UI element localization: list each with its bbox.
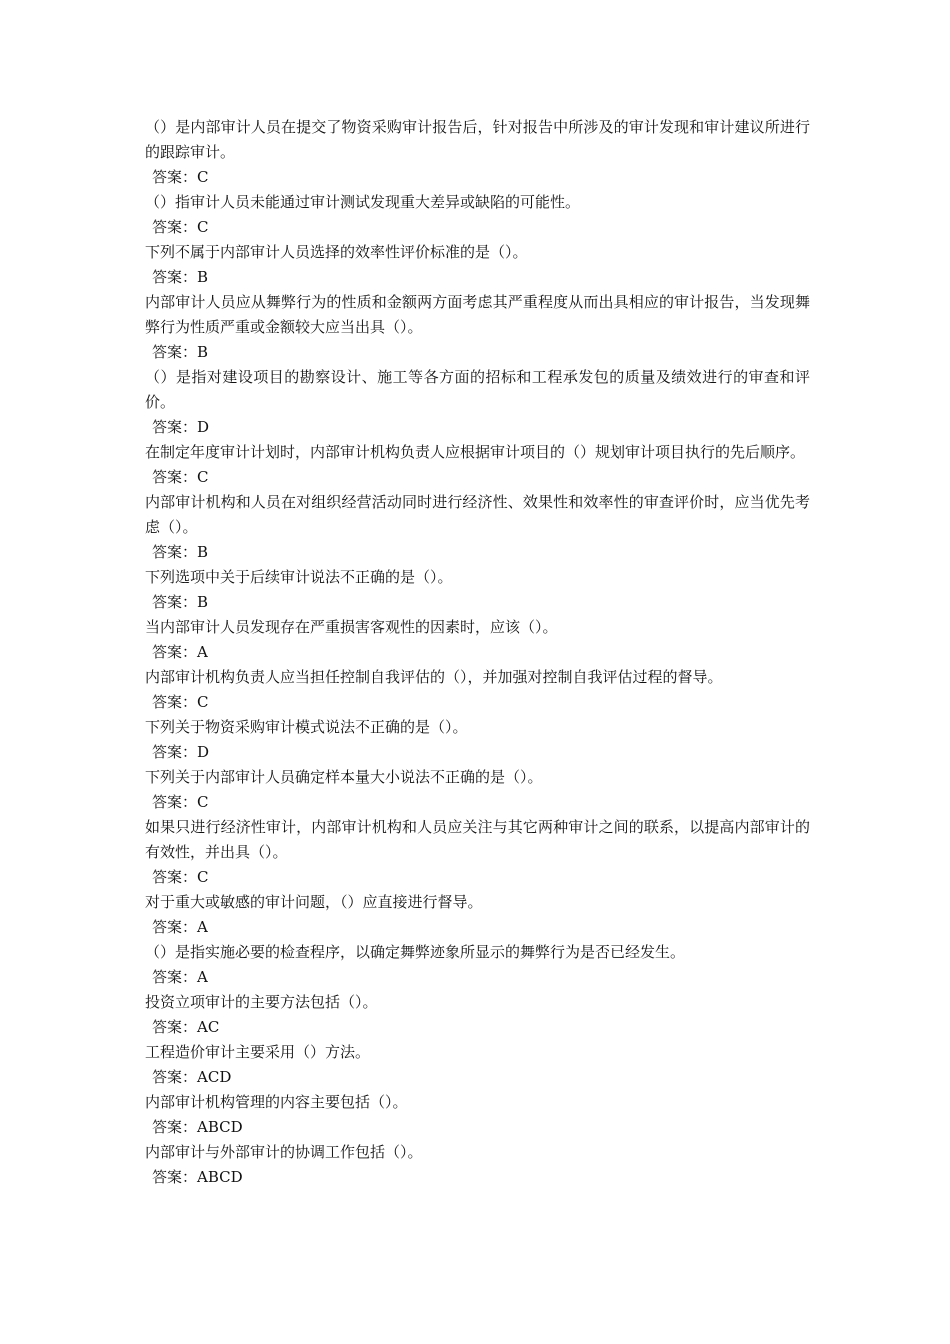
answer-line	[145, 465, 810, 490]
answer-value: B	[197, 343, 209, 361]
answer-label: 答案：	[152, 418, 198, 436]
answer-line	[145, 915, 810, 940]
question-text: 下列不属于内部审计人员选择的效率性评价标准的是（）。	[145, 243, 528, 261]
answer-line	[145, 1015, 810, 1040]
answer-value: C	[197, 468, 209, 486]
question-text: 内部审计人员应从舞弊行为的性质和金额两方面考虑其严重程度从而出具相应的审计报告，当发现舞弊行为性质严重或金额较大应当出具（）。	[145, 293, 810, 336]
question-text: 投资立项审计的主要方法包括（）。	[145, 993, 378, 1011]
answer-value: D	[197, 418, 210, 436]
answer-value: B	[197, 593, 209, 611]
question-item	[145, 765, 810, 815]
answer-value: D	[197, 743, 210, 761]
question-item	[145, 1140, 810, 1190]
question-text: 下列关于内部审计人员确定样本量大小说法不正确的是（）。	[145, 768, 543, 786]
answer-value: C	[197, 793, 209, 811]
question-item	[145, 890, 810, 940]
question-text: （）是内部审计人员在提交了物资采购审计报告后，针对报告中所涉及的审计发现和审计建议所进行的跟踪审计。	[145, 118, 810, 161]
answer-value: A	[197, 643, 208, 661]
answer-value: ABCD	[197, 1168, 243, 1186]
question-item	[145, 240, 810, 290]
answer-line	[145, 165, 810, 190]
answer-value: C	[197, 168, 209, 186]
answer-label: 答案：	[152, 218, 198, 236]
answer-line	[145, 415, 810, 440]
answer-label: 答案：	[152, 1018, 198, 1036]
question-item	[145, 1090, 810, 1140]
answer-label: 答案：	[152, 543, 198, 561]
question-item	[145, 990, 810, 1040]
answer-line	[145, 740, 810, 765]
question-text: 工程造价审计主要采用（）方法。	[145, 1043, 371, 1061]
answer-line	[145, 865, 810, 890]
answer-value: C	[197, 218, 209, 236]
question-text: （）是指对建设项目的勘察设计、施工等各方面的招标和工程承发包的质量及绩效进行的审查和评价。	[145, 368, 810, 411]
question-text: （）指审计人员未能通过审计测试发现重大差异或缺陷的可能性。	[145, 193, 581, 211]
answer-line	[145, 790, 810, 815]
question-item	[145, 815, 810, 890]
answer-line	[145, 340, 810, 365]
question-text: 当内部审计人员发现存在严重损害客观性的因素时，应该（）。	[145, 618, 558, 636]
answer-line	[145, 540, 810, 565]
question-item	[145, 190, 810, 240]
answer-value: AC	[197, 1018, 220, 1036]
question-item	[145, 1040, 810, 1090]
answer-value: ACD	[197, 1068, 232, 1086]
question-item	[145, 665, 810, 715]
question-text: （）是指实施必要的检查程序，以确定舞弊迹象所显示的舞弊行为是否已经发生。	[145, 943, 686, 961]
answer-line	[145, 965, 810, 990]
answer-label: 答案：	[152, 743, 198, 761]
answer-value: ABCD	[197, 1118, 243, 1136]
answer-value: B	[197, 543, 209, 561]
answer-label: 答案：	[152, 1068, 198, 1086]
question-text: 内部审计机构负责人应当担任控制自我评估的（），并加强对控制自我评估过程的督导。	[145, 668, 723, 686]
answer-label: 答案：	[152, 793, 198, 811]
question-item	[145, 115, 810, 190]
question-text: 内部审计与外部审计的协调工作包括（）。	[145, 1143, 423, 1161]
answer-label: 答案：	[152, 268, 198, 286]
answer-line	[145, 1065, 810, 1090]
question-text: 内部审计机构和人员在对组织经营活动同时进行经济性、效果性和效率性的审查评价时，应当优先考虑（）。	[145, 493, 810, 536]
answer-label: 答案：	[152, 968, 198, 986]
question-text: 内部审计机构管理的内容主要包括（）。	[145, 1093, 408, 1111]
answer-label: 答案：	[152, 468, 198, 486]
answer-line	[145, 265, 810, 290]
answer-label: 答案：	[152, 868, 198, 886]
question-text: 下列选项中关于后续审计说法不正确的是（）。	[145, 568, 453, 586]
answer-label: 答案：	[152, 693, 198, 711]
answer-line	[145, 690, 810, 715]
answer-line	[145, 640, 810, 665]
question-item	[145, 940, 810, 990]
question-item	[145, 490, 810, 565]
answer-label: 答案：	[152, 918, 198, 936]
answer-value: A	[197, 968, 208, 986]
answer-value: C	[197, 868, 209, 886]
answer-line	[145, 1165, 810, 1190]
question-item	[145, 290, 810, 365]
answer-line	[145, 215, 810, 240]
question-item	[145, 440, 810, 490]
answer-label: 答案：	[152, 593, 198, 611]
answer-label: 答案：	[152, 343, 198, 361]
question-item	[145, 365, 810, 440]
question-item	[145, 715, 810, 765]
answer-label: 答案：	[152, 1118, 198, 1136]
answer-label: 答案：	[152, 1168, 198, 1186]
answer-label: 答案：	[152, 168, 198, 186]
answer-value: B	[197, 268, 209, 286]
question-text: 在制定年度审计计划时，内部审计机构负责人应根据审计项目的（）规划审计项目执行的先后顺序。	[145, 443, 806, 461]
question-list	[145, 115, 810, 1190]
answer-value: C	[197, 693, 209, 711]
question-text: 如果只进行经济性审计，内部审计机构和人员应关注与其它两种审计之间的联系，以提高内部审计的有效性，并出具（）。	[145, 818, 810, 861]
question-text: 下列关于物资采购审计模式说法不正确的是（）。	[145, 718, 468, 736]
question-item	[145, 615, 810, 665]
answer-value: A	[197, 918, 208, 936]
question-text: 对于重大或敏感的审计问题，（）应直接进行督导。	[145, 893, 483, 911]
answer-label: 答案：	[152, 643, 198, 661]
answer-line	[145, 590, 810, 615]
question-item	[145, 565, 810, 615]
answer-line	[145, 1115, 810, 1140]
